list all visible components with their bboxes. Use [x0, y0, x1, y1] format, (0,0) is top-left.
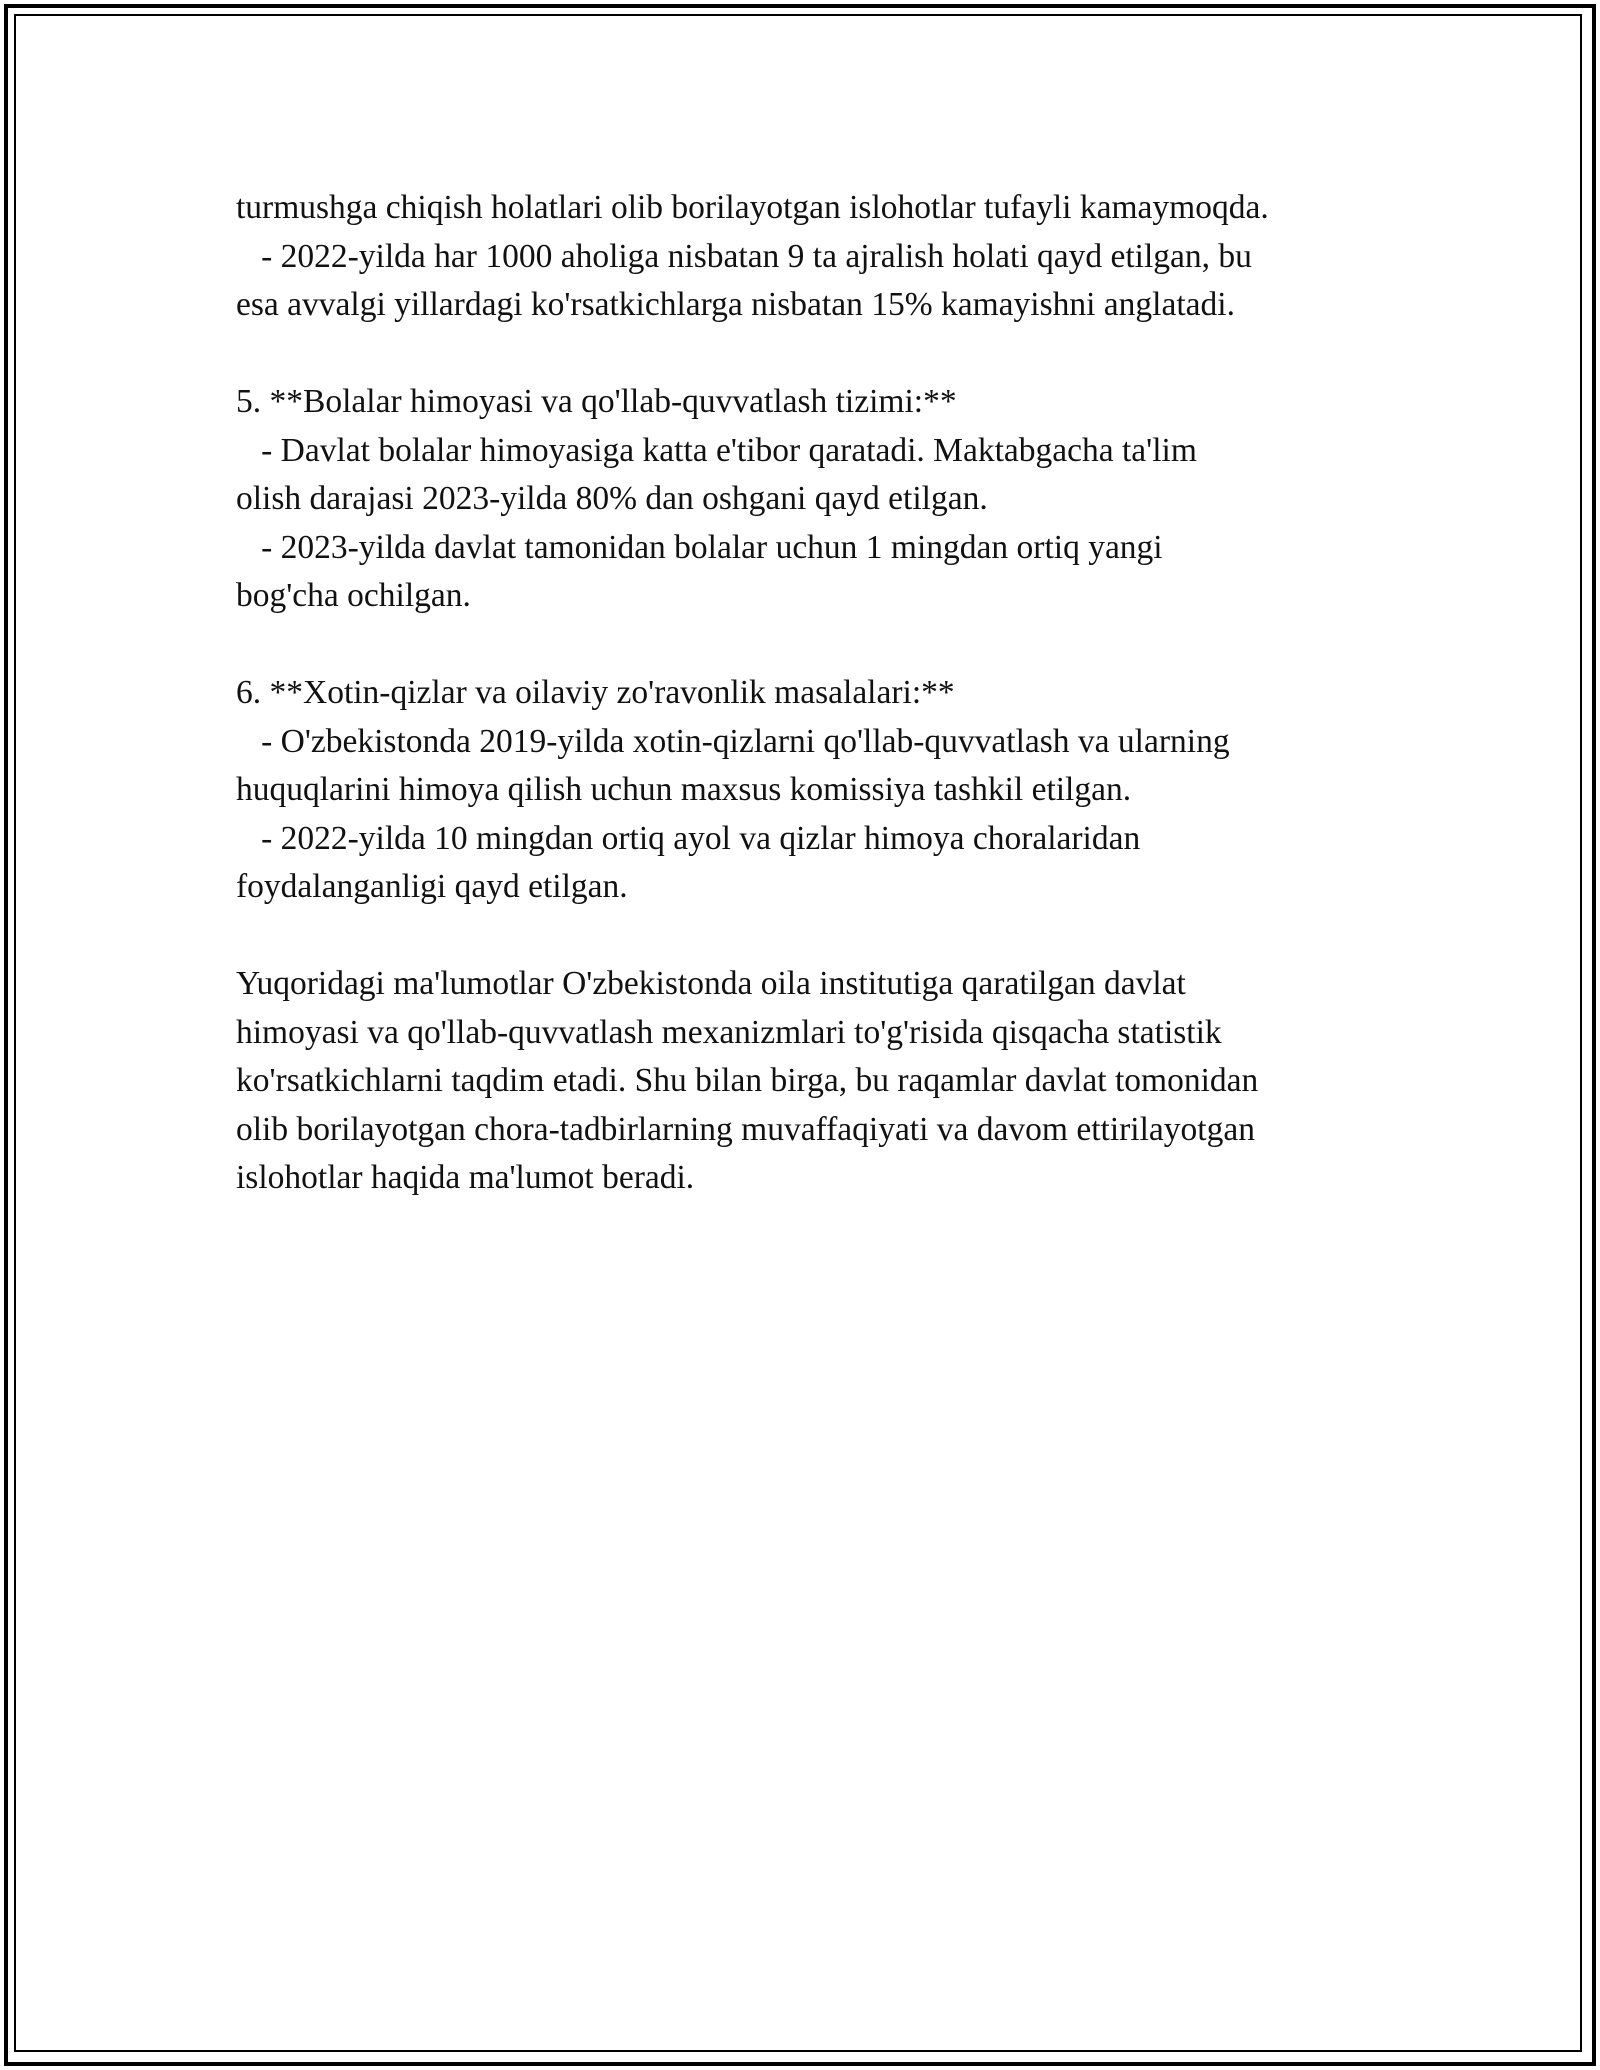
paragraph-conclusion	[236, 960, 1376, 1203]
text-line: turmushga chiqish holatlari olib borilayotgan islohotlar tufayli kamaymoqda.	[236, 189, 1269, 226]
text-line: olish darajasi 2023-yilda 80% dan oshgani qayd etilgan.	[236, 480, 988, 517]
text-line: foydalanganligi qayd etilgan.	[236, 868, 628, 905]
paragraph-spacer	[236, 621, 1376, 670]
text-line: himoyasi va qo'llab-quvvatlash mexanizmlari to'g'risida qisqacha statistik	[236, 1013, 1222, 1051]
document-body	[236, 184, 1376, 1203]
section-heading: 6. **Xotin-qizlar va oilaviy zo'ravonlik masalalari:**	[236, 674, 955, 711]
text-line: - O'zbekistonda 2019-yilda xotin-qizlarni qo'llab-quvvatlash va ularning	[236, 722, 1230, 760]
paragraph-spacer	[236, 912, 1376, 961]
section-women-violence	[236, 669, 1376, 912]
section-children-protection	[236, 378, 1376, 621]
text-line: - 2022-yilda 10 mingdan ortiq ayol va qizlar himoya choralaridan	[236, 819, 1141, 857]
text-line: bog'cha ochilgan.	[236, 577, 471, 614]
text-line: esa avvalgi yillardagi ko'rsatkichlarga nisbatan 15% kamayishni anglatadi.	[236, 286, 1235, 323]
text-line: - Davlat bolalar himoyasiga katta e'tibor qaratadi. Maktabgacha ta'lim	[236, 431, 1197, 469]
text-line: Yuqoridagi ma'lumotlar O'zbekistonda oila institutiga qaratilgan davlat	[236, 965, 1186, 1002]
paragraph-spacer	[236, 330, 1376, 379]
paragraph-intro-continuation	[236, 184, 1376, 330]
section-heading: 5. **Bolalar himoyasi va qo'llab-quvvatlash tizimi:**	[236, 383, 957, 420]
text-line: - 2023-yilda davlat tamonidan bolalar uchun 1 mingdan ortiq yangi	[236, 528, 1163, 566]
text-line: islohotlar haqida ma'lumot beradi.	[236, 1159, 695, 1196]
text-line: olib borilayotgan chora-tadbirlarning muvaffaqiyati va davom ettirilayotgan	[236, 1110, 1255, 1148]
text-line: huquqlarini himoya qilish uchun maxsus komissiya tashkil etilgan.	[236, 771, 1132, 808]
text-line: ko'rsatkichlarni taqdim etadi. Shu bilan birga, bu raqamlar davlat tomonidan	[236, 1062, 1259, 1099]
text-line: - 2022-yilda har 1000 aholiga nisbatan 9 ta ajralish holati qayd etilgan, bu	[236, 237, 1252, 275]
